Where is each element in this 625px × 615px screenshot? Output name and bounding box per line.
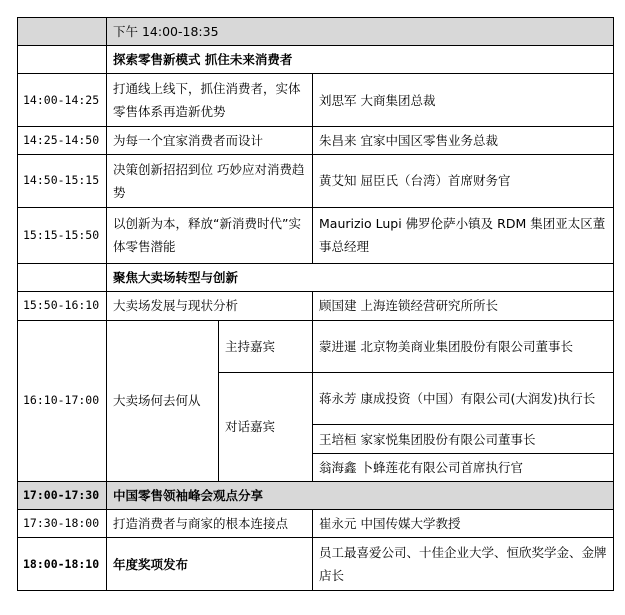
time-cell: 14:25-14:50 [18, 126, 107, 154]
time-cell: 17:30-18:00 [18, 510, 107, 538]
header-title: 下午 14:00-18:35 [107, 18, 614, 46]
speaker-cell: 刘思军 大商集团总裁 [313, 74, 614, 126]
agenda-table [17, 17, 614, 591]
guests-label: 对话嘉宾 [219, 373, 313, 482]
section-row [18, 481, 614, 509]
time-cell: 17:00-17:30 [18, 481, 107, 509]
topic-cell: 打造消费者与商家的根本连接点 [107, 510, 313, 538]
section-title-summit: 中国零售领袖峰会观点分享 [107, 481, 614, 509]
panel-row [18, 320, 614, 372]
speaker-cell: 黄艾知 屈臣氏（台湾）首席财务官 [313, 155, 614, 207]
table-row [18, 155, 614, 207]
host-speaker: 蒙进暹 北京物美商业集团股份有限公司董事长 [313, 320, 614, 372]
time-cell: 18:00-18:10 [18, 538, 107, 591]
topic-cell: 决策创新招招到位 巧妙应对消费趋势 [107, 155, 313, 207]
speaker-cell: 顾国建 上海连锁经营研究所所长 [313, 292, 614, 320]
topic-cell: 大卖场发展与现状分析 [107, 292, 313, 320]
section-title-retail: 探索零售新模式 抓住未来消费者 [107, 46, 614, 74]
header-time-cell [18, 18, 107, 46]
panel-topic: 大卖场何去何从 [107, 320, 219, 481]
section-row [18, 46, 614, 74]
guest-speaker: 翁海鑫 卜蜂莲花有限公司首席执行官 [313, 453, 614, 481]
awards-title: 年度奖项发布 [107, 538, 313, 591]
table-row [18, 207, 614, 263]
awards-list: 员工最喜爱公司、十佳企业大学、恒欣奖学金、金牌店长 [313, 538, 614, 591]
host-label: 主持嘉宾 [219, 320, 313, 372]
topic-cell: 打通线上线下，抓住消费者，实体零售体系再造新优势 [107, 74, 313, 126]
section-row [18, 264, 614, 292]
table-row [18, 538, 614, 591]
speaker-cell: 朱昌来 宜家中国区零售业务总裁 [313, 126, 614, 154]
agenda-header-row [18, 18, 614, 46]
topic-cell: 为每一个宜家消费者而设计 [107, 126, 313, 154]
table-row [18, 126, 614, 154]
time-cell: 15:50-16:10 [18, 292, 107, 320]
table-row [18, 74, 614, 126]
time-cell: 16:10-17:00 [18, 320, 107, 481]
section-title-hypermarket: 聚焦大卖场转型与创新 [107, 264, 614, 292]
topic-cell: 以创新为本，释放“新消费时代”实体零售潜能 [107, 207, 313, 263]
table-row [18, 510, 614, 538]
guest-speaker: 王培桓 家家悦集团股份有限公司董事长 [313, 425, 614, 453]
table-row [18, 292, 614, 320]
time-cell: 14:00-14:25 [18, 74, 107, 126]
guest-speaker: 蒋永芳 康成投资（中国）有限公司(大润发)执行长 [313, 373, 614, 425]
speaker-cell: Maurizio Lupi 佛罗伦萨小镇及 RDM 集团亚太区董事总经理 [313, 207, 614, 263]
time-cell: 15:15-15:50 [18, 207, 107, 263]
speaker-cell: 崔永元 中国传媒大学教授 [313, 510, 614, 538]
time-cell: 14:50-15:15 [18, 155, 107, 207]
